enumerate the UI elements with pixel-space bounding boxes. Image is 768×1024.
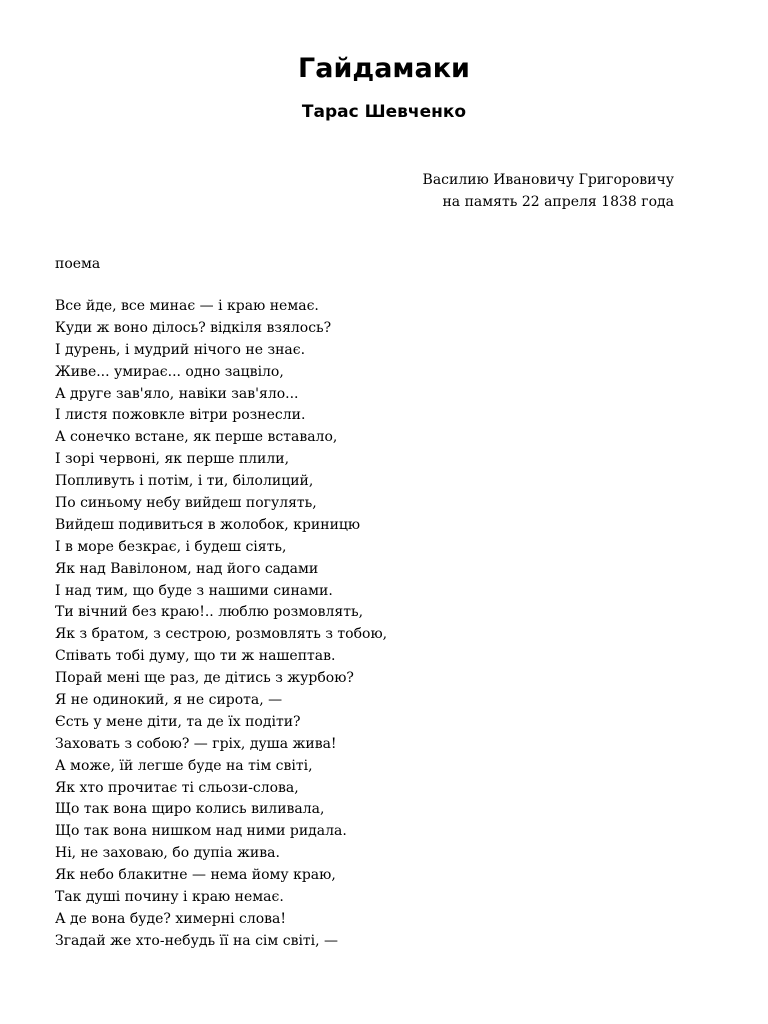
poem-line: Співать тобі думу, що ти ж нашептав.	[55, 648, 336, 665]
poem-line: Порай мені ще раз, де дітись з журбою?	[55, 670, 354, 687]
poem-line: І дурень, і мудрий нічого не знає.	[55, 341, 306, 358]
author-name: Тарас Шевченко	[301, 102, 467, 122]
document-title: Гайдамаки	[298, 53, 470, 84]
poem-line: Що так вона щиро колись виливала,	[55, 801, 325, 818]
poem-line: І листя пожовкле вітри рознесли.	[55, 407, 306, 424]
poem-line: Вийдеш подивиться в жолобок, криницю	[55, 516, 361, 533]
poem-line: Все йде, все минає — і краю немає.	[55, 298, 319, 314]
poem-line: Що так вона нишком над ними ридала.	[55, 823, 347, 840]
poem-line: І над тим, що буде з нашими синами.	[55, 582, 333, 599]
genre-label: поема	[55, 256, 101, 272]
poem-line: А друге зав'яло, навіки зав'яло...	[55, 385, 299, 402]
poem-line: Як небо блакитне — нема йому краю,	[55, 867, 336, 884]
poem-line: Живе... умирає... одно зацвіло,	[55, 363, 284, 380]
poem-line: Єсть у мене діти, та де їх подіти?	[55, 713, 301, 730]
poem-line: Згадай же хто-небудь її на сім світі, —	[55, 932, 339, 949]
poem-line: Ти вічний без краю!.. люблю розмовлять,	[55, 604, 364, 621]
poem-line: Як хто прочитає ті сльози-слова,	[55, 779, 299, 796]
poem-line: А сонечко встане, як перше вставало,	[55, 429, 338, 446]
dedication	[423, 169, 674, 213]
poem-line: І в море безкрає, і будеш сіять,	[55, 538, 287, 555]
poem-line: Як над Вавілоном, над його садами	[55, 560, 319, 577]
poem-line: Як з братом, з сестрою, розмовлять з тобою,	[55, 626, 388, 643]
poem-line: Я не одинокий, я не сирота, —	[55, 692, 283, 709]
poem-line: І зорі червоні, як перше плили,	[55, 451, 290, 468]
dedication-line: Василию Ивановичу Григоровичу	[422, 172, 674, 188]
poem-line: А може, їй легше буде на тім світі,	[55, 757, 313, 774]
poem-line: Куди ж воно ділось? відкіля взялось?	[55, 319, 332, 336]
poem-line: А де вона буде? химерні слова!	[55, 910, 287, 927]
poem-line: Так душі почину і краю немає.	[55, 889, 284, 906]
poem-text	[55, 296, 387, 953]
dedication-line: на память 22 апреля 1838 года	[442, 194, 674, 210]
poem-line: Попливуть і потім, і ти, білолиций,	[55, 473, 314, 490]
poem-line: Заховать з собою? — гріх, душа жива!	[55, 735, 337, 752]
poem-line: Ні, не заховаю, бо дупіа жива.	[55, 845, 280, 862]
poem-line: По синьому небу вийдеш погулять,	[55, 495, 317, 512]
